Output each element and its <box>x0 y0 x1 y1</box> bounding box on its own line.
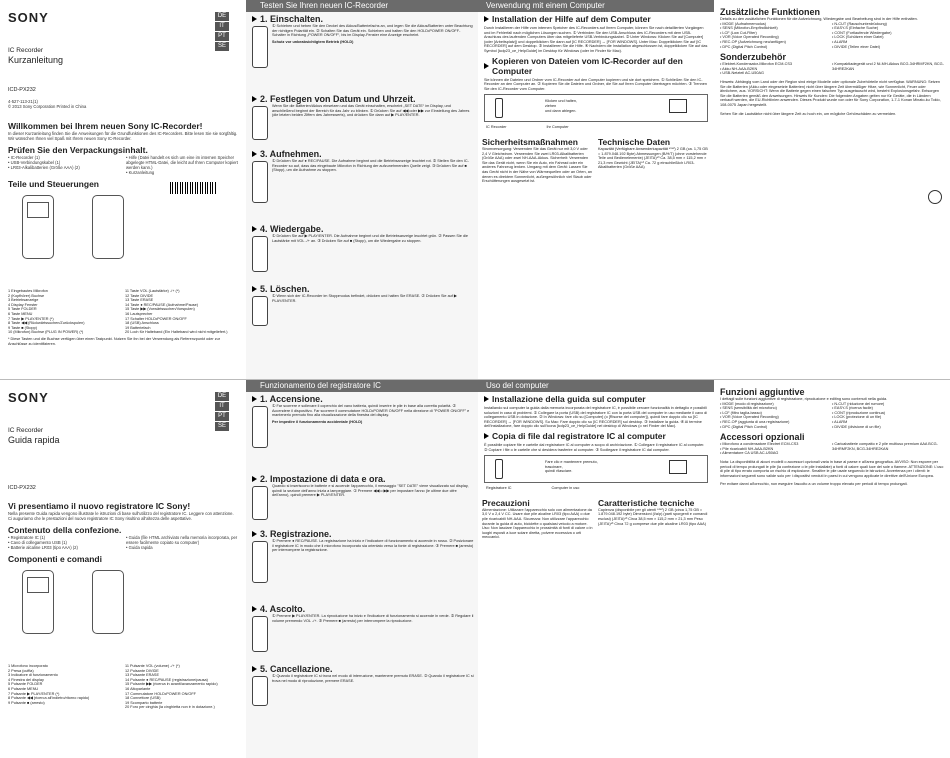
list-item: • SENS (Mikrofon-Empfindlichkeit) <box>720 26 778 31</box>
list-item: • EASY-S (Einfache Suche) <box>832 26 879 31</box>
it-tech-title: Caratteristiche tecniche <box>598 497 695 508</box>
list-item: 16 Lautsprecher <box>125 311 153 316</box>
list-item: 3 Indicatore di funzionamento <box>8 673 58 678</box>
list-item: • Batterie alcaline LR03 (tipo AAA) (2) <box>8 545 78 550</box>
it-product-type: IC Recorder <box>8 427 44 434</box>
recycle-icon <box>928 190 942 204</box>
de-welcome-title: Willkommen bei Ihrem neuen Sony IC-Recorder! <box>8 121 203 131</box>
it-hold-caption: Per impedire il funzionamento accidentale (HOLD) <box>272 419 363 424</box>
list-item: • ALARM <box>832 419 848 424</box>
tab-pt: PT <box>215 412 229 421</box>
it-step-3: 3. Registrazione. <box>252 529 474 539</box>
list-item: 4 Finestra del display <box>8 677 44 682</box>
it-welcome-title: Vi presentiamo il nuovo registratore IC Sony! <box>8 501 191 511</box>
it-install-text: Installando sul computer la guida dalla memoria incorporata del registratore IC, è possibile cercare funzionalità in dettaglio e possibili soluzioni in caso di problemi. ① Collegare la porta (USB) del registratore IC con la porta USB del computer in uso mediante il cavo di collegamento USB in dotazione. ② In Windows: fare clic su [Computer] (o [Risorse del computer]), quindi fare doppio clic su [IC RECORDER] → [FOR WINDOWS]. Su Mac: Fare doppio clic su [IC RECORDER] sul desktop. ③ Installare la guida. ④ Al termine dell'installazione, fare doppio clic sull'icona [icdp23_ce_HelpGuide] nel desktop di Windows (o nel Finder del Mac). <box>484 406 708 429</box>
list-item: • Registratore IC (1) <box>8 535 46 540</box>
list-item: • Kompaktladegerät und 2 Ni-MH-Akkus BCG-34HRMF2KN, BCG-34HRE2KAN <box>832 62 944 71</box>
de-step-4: 4. Wiedergabe. <box>252 224 474 234</box>
recorder-illustration <box>252 541 268 583</box>
diagram-caption: Klicken und halten, <box>545 99 578 104</box>
de-tech-text: Kapazität (Verfügbare Anwenderkapazität *¹*²) 2 GB (ca. 1,75 GB = 1.879.048.192 Byte) Abmessungen (B/H/T) (ohne vorstehende Teile und Bedienelemente) (JEITA)*³ Ca. 38,5 mm × 115,2 mm × 21,3 mm Gewicht (JEITA)*³ Ca. 72 g einschließlich LR03-Alkalibatterien (Größe AAA) <box>598 146 708 170</box>
de-copy-title: Kopieren von Dateien vom IC-Recorder auf den Computer <box>478 54 714 78</box>
de-extra-text: Details zu den zusätzlichen Funktionen für die Aufzeichnung, Wiedergabe und Bearbeitung sind in der Hilfe enthalten. <box>720 17 918 21</box>
list-item: • SENS (sensibilità del microfono) <box>720 406 777 411</box>
it-welcome-text: Nella presente Guida rapida vengono illustrate le istruzioni di base sull'utilizzo del registratore IC. Leggere con attenzione. Ci auguriamo che le prestazioni del nuovo registratore IC Sony risultino all'altezza delle aspettative. <box>8 511 234 521</box>
de-volume-note: Sehen Sie die Lautstärke nicht über längere Zeit zu hoch ein, um mögliche Gehörschäden zu vermeiden. <box>720 111 897 116</box>
de-extra-column <box>714 0 950 379</box>
list-item: • ALARM <box>832 39 848 44</box>
de-install-text: Durch Installieren der Hilfe vom internen Speicher des IC-Recorders auf Ihrem Computer, können Sie nach detaillierten Vorgängen und im Fehlerfall nach möglichen Lösungen suchen. ① Verbinden Sie den USB-Anschluss des IC-Recorders mit dem USB-Anschluss des laufenden Computers über das mitgelieferte USB-Verbindungskabel. ② Unter Windows: Klicken Sie auf [Computer] (oder [Arbeitsplatz]) und doppelklicken Sie dann auf [IC RECORDER] → [FOR WINDOWS]. Unter Mac: Doppelklicken Sie auf [IC RECORDER] auf dem Desktop. ③ Installieren Sie die Hilfe. ④ Nachdem die Installation abgeschlossen ist, doppelklicken Sie auf das Symbol [icdp23_ce_HelpGuide] im Desktop für Windows (oder im Finder für Mac). <box>484 26 708 53</box>
it-step-5-text: ① Quando il registratore IC si trova nel modo di interruzione, mantenere premuto ERASE. ② Quando il registratore IC si trova nel modo di riproduzione, premere ERASE. <box>272 674 474 683</box>
de-guide-title: Kurzanleitung <box>8 55 64 65</box>
it-steps-column <box>246 380 478 758</box>
language-tabs <box>215 12 233 52</box>
computer-icon <box>669 99 687 113</box>
copy-diagram <box>484 94 708 122</box>
list-item: 6 Taste MENU <box>8 311 33 316</box>
de-step-2-text: Wenn Sie die Batterien/Akkus einsetzen und das Gerät einschalten, erscheint „SET DATE“ im Display, und anschließend beginnt der Bereich für das Jahr zu blinken. ① Drücken Sie auf ◀◀ oder ▶▶ zur Einstellung des Jahres (die letzten beiden Ziffern des Jahreswerts), und drücken Sie dann auf ▶ PLAY/ENTER. <box>272 104 470 118</box>
list-item: • LOCK (Schützen einer Datei) <box>832 35 884 40</box>
de-warnings-text: Hinweis: Abhängig vom Land oder der Region sind einige Modelle oder optionale Zubehörteile nicht verfügbar. WARNUNG: Setzen Sie die Batterien (Akku oder eingesetzte Batterien) nicht über längere Zeit übermäßiger Hitze, wie Sonnenlicht, Feuer oder ähnlichem, aus. VORSICHT: Wenn die Batterie gegen einen falschen Typ ausgetauscht wird, besteht Explosionsgefahr. Entsorgen Sie die Batterien gemäß den Anweisungen. Hinweis für Kunden: Die folgenden Angaben gelten nur für Geräte, die in Ländern verkauft werden, die EU-Richtlinien anwenden. Dieses Produkt wurde von oder für Sony Corporation, 1-7-1 Konan Minato-ku Tokio, 108-0075 Japan hergestellt. <box>720 79 941 107</box>
tab-it: IT <box>215 22 229 31</box>
tab-se: SE <box>215 42 229 51</box>
recorder-back-diagram <box>92 195 124 259</box>
de-safety-text: Stromversorgung: Verwenden Sie das Gerät nur mit 3,0 V oder 2,4 V Gleichstrom. Verwenden Sie zwei LR03-Alkalibatterien (Größe AAA) oder zwei NH-AAA-Akkus. Sicherheit: Verwenden Sie das Gerät nicht, wenn Sie ein Auto, ein Fahrrad oder ein anderes Fahrzeug lenken. Umgang mit dem Gerät: Lassen Sie das Gerät nicht in der Nähe von Wärmequellen oder an Orten, an denen es direktem Sonnenlicht, außergewöhnlich viel Staub oder Erschütterungen ausgesetzt ist. <box>482 146 592 184</box>
list-item: • DIVIDE (Teilen einer Datei) <box>832 44 880 49</box>
list-item: • Guida (file HTML archiviato nella memoria incorporata, per essere facilmente copiato su computer) <box>126 535 238 545</box>
it-step-4-text: ① Premere ▶ PLAY/ENTER. La riproduzione ha inizio e l'indicatore di funzionamento si accende in verde. ② Regolare il volume premendo VOL -/+. ③ Premere ■ (arresto) per interrompere la riproduzione. <box>272 614 474 623</box>
de-step-1: 1. Einschalten. <box>252 14 474 24</box>
it-computer-column <box>478 380 714 758</box>
list-item: • EASY-S (ricerca facile) <box>832 406 873 411</box>
list-item: • IC-Recorder (1) <box>8 155 40 160</box>
list-item: • Cavo di collegamento USB (1) <box>8 540 67 545</box>
it-copy-text: È possibile copiare file e cartelle dal registratore IC al computer a scopo di archiviazione. ① Collegare il registratore IC al computer. ② Copiare i file o le cartelle che si desidera trasferire al computer. ③ Scollegare il registratore IC dal computer. <box>484 442 705 452</box>
it-parts-title: Componenti e comandi <box>8 554 102 564</box>
list-item: 9 Pulsante ■ (arresto) <box>8 700 45 705</box>
list-item: • LOCK (protezione di un file) <box>832 415 882 420</box>
de-model: ICD-PX232 <box>8 87 36 93</box>
list-item: 20 Foro per cinghia (la cinghietta non è in dotazione.) <box>125 705 215 710</box>
it-accessories-title: Accessori opzionali <box>720 432 805 443</box>
de-part-code: 4-527-113-21(1) <box>8 99 38 104</box>
it-install-title: Installazione della guida sul computer <box>478 392 714 406</box>
language-tabs <box>215 392 233 432</box>
list-item: • N-CUT (Rauschunterdrückung) <box>832 21 887 26</box>
it-extra-title: Funzioni aggiuntive <box>720 387 805 397</box>
list-item: 8 Pulsante ◀◀ (ricerca all'indietro/ritorno rapido) <box>8 696 90 701</box>
it-copy-title: Copia di file dal registratore IC al computer <box>478 429 714 443</box>
italian-section <box>0 379 950 758</box>
recorder-icon <box>495 98 503 118</box>
list-item: 12 Taste DIVIDE <box>125 293 153 298</box>
list-item: 11 Taste VOL (Lautstärke) -/+ (*) <box>125 289 180 293</box>
list-item: 6 Pulsante MENU <box>8 686 39 691</box>
de-steps-column <box>246 0 478 379</box>
list-item: • N-CUT (riduzione del rumore) <box>832 401 885 406</box>
list-item: 8 Taste ◀◀ (Rückwärtssuchen/Zurückspulen) <box>8 321 85 326</box>
de-copy-text: Sie können die Dateien und Ordner vom IC-Recorder auf den Computer kopieren und sie dort speichern. ① Schließen Sie den IC-Recorder an den Computer an. ② Kopieren Sie die Dateien und Ordner, die Sie auf Ihren Computer übertragen möchten. ③ Trennen Sie den IC-Recorder vom Computer. <box>484 77 707 91</box>
barcode <box>170 182 216 194</box>
list-item: • MODE (Aufnahmemodus) <box>720 21 767 26</box>
it-step-2: 2. Impostazione di data e ora. <box>252 474 474 484</box>
list-item: • CONT (Fortlaufende Wiedergabe) <box>832 30 892 35</box>
de-install-title: Installation der Hilfe auf dem Computer <box>478 12 714 26</box>
list-item: 3 Betriebsanzeige <box>8 298 39 303</box>
diagram-label: Ihr Computer <box>546 125 569 130</box>
recorder-front-diagram <box>22 195 54 259</box>
it-step-3-text: ① Premere ● REC/PAUSE. La registrazione ha inizio e l'indicatore di funzionamento si accende in rosso. ② Posizionare il registratore IC in modo che il microfono incorporato sia orientato verso la fonte di registrazione. ③ Premere ■ (arresto) per interrompere la registrazione. <box>272 539 474 553</box>
de-product-type: IC Recorder <box>8 47 44 54</box>
diagram-caption: und dann ablegen. <box>545 108 577 113</box>
diagram-caption: ziehen <box>545 103 557 108</box>
it-steps-band: Funzionamento del registratore IC <box>246 380 478 392</box>
list-item: • Elektret-Kondensator-Mikrofon ECM-CS3 <box>720 62 793 67</box>
it-safety-title: Precauzioni <box>482 497 530 508</box>
tab-de: DE <box>215 12 229 21</box>
de-parts-title: Teile und Steuerungen <box>8 179 99 189</box>
list-item: 12 Pulsante DIVIDE <box>125 668 159 673</box>
de-contents-title: Prüfen Sie den Verpackungsinhalt. <box>8 145 148 155</box>
list-item: • Caricabatterie compatto e 2 pile multiuso premium AAA BCG-34HRMF2KN, BCG-34HRE2KAN <box>832 442 938 451</box>
list-item: • Akku NH-AAA-B2KN <box>720 66 758 71</box>
copy-diagram <box>484 455 708 483</box>
list-item: • USB-Verbindungskabel (1) <box>8 160 61 165</box>
list-item: 19 Scomparto batterie <box>125 700 163 705</box>
it-warnings-text: Nota: La disponibilità di alcuni modelli o accessori opzionali varia in base al paese e all'area geografica. AVVISO: Non esporre per periodi di tempo prolungati le pile (la confezione o le pile installate) a fonti di calore quali luce del sole o fiamme. ATTENZIONE: L'uso di pile di tipo errato comporta un rischio di esplosione. Smaltire le pile usate seguendo le istruzioni. Avvertenza per i clienti: le informazioni seguenti sono valide solo per i dispositivi venduti in paesi in cui vengono applicate le direttive dell'Unione Europea. <box>720 459 944 478</box>
tab-it: IT <box>215 402 229 411</box>
recorder-illustration <box>252 616 268 652</box>
de-welcome-text: In dieser Kurzanleitung finden Sie die Anweisungen für die Grundfunktionen des IC-Recorders. Bitte lesen Sie sie sorgfältig. Wir wünschen Ihnen viel Spaß mit Ihrem neuen Sony IC-Recorder. <box>8 131 238 141</box>
list-item: 19 Batteriefach <box>125 325 151 330</box>
de-step-3-text: ① Drücken Sie auf ● REC/PAUSE. Die Aufnahme beginnt und die Betriebsanzeige leuchtet rot. ② Stellen Sie den IC-Recorder so auf, dass das eingebaute Mikrofon in Richtung der aufzunehmenden Quelle zeigt. ③ Drücken Sie auf ■ (Stopp), um die Aufnahme zu stoppen. <box>272 159 469 173</box>
computer-icon <box>669 460 687 474</box>
tab-pt: PT <box>215 32 229 41</box>
list-item: 7 Taste ▶ PLAY/ENTER (*) <box>8 316 54 321</box>
recorder-icon <box>495 459 503 479</box>
list-item: 18 (USB) Anschluss <box>125 321 159 326</box>
diagram-caption: trascinare, <box>545 464 563 469</box>
list-item: • LCF (filtro taglia-basso) <box>720 410 762 415</box>
recorder-illustration <box>252 26 268 68</box>
recorder-illustration <box>252 236 268 272</box>
list-item: 1 Eingebautes Mikrofon <box>8 289 48 293</box>
recorder-illustration <box>252 676 268 706</box>
it-step-2-text: Quando si inseriscono le batterie e si accende l'apparecchio, il messaggio "SET DATE" viene visualizzato sul display, quindi la sezione dell'anno inizia a lampeggiare. ① Premere ◀◀ o ▶▶ per impostare l'anno (le ultime due cifre dell'anno), quindi premere ▶ PLAY/ENTER. <box>272 484 469 498</box>
de-computer-column <box>478 0 714 379</box>
list-item: 18 Connettore (USB) <box>125 696 161 701</box>
de-hold-caption: Schutz vor unbeabsichtigtem Betrieb (HOLD) <box>272 39 354 44</box>
list-item: • Kurzanleitung <box>126 170 155 175</box>
list-item: 11 Pulsante VOL (volume) -/+ (*) <box>125 664 180 668</box>
list-item: 13 Pulsante ERASE <box>125 673 159 678</box>
it-volume-note: Per evitare danni all'orecchio, non eseguire l'ascolto a un volume troppo elevato per periodi di tempo prolungati. <box>720 482 908 487</box>
de-steps-band: Testen Sie Ihren neuen IC-Recorder <box>246 0 478 12</box>
de-step-1-text: ① Schieben und heben Sie den Deckel des Akkus/Batteriefachs an, und legen Sie die Akkus/Batterien unter Beachtung der richtigen Polarität ein. ② Schalten Sie das Gerät ein. Schieben und halten Sie den HOLD•POWER ON/OFF-Schalter in Richtung „POWER ON/OFF“, bis im Display-Fenster eine Anzeige erscheint. <box>272 24 473 38</box>
list-item: 15 Taste ▶▶ (Vorwärtssuchen/Vorspulen) <box>125 307 195 312</box>
tab-de: DE <box>215 392 229 401</box>
list-item: 7 Pulsante ▶ PLAY/ENTER (*) <box>8 691 60 696</box>
list-item: • VOR (Voice Operated Recording) <box>720 415 779 420</box>
list-item: 14 Taste ● REC/PAUSE (Aufnahme/Pause) <box>125 302 199 307</box>
list-item: • LCF (Low Cut-Filter) <box>720 30 757 35</box>
de-accessories-title: Sonderzubehör <box>720 52 787 63</box>
tab-se: SE <box>215 422 229 431</box>
list-item: 5 Taste FOLDER <box>8 307 37 312</box>
list-item: • DPC (Digital Pitch Control) <box>720 44 768 49</box>
list-item: • Guida rapida <box>126 545 153 550</box>
it-contents-title: Contenuto della confezione. <box>8 525 122 535</box>
list-item: 20 Loch für Halteband (Ein Halteband wird nicht mitgeliefert.) <box>125 330 228 335</box>
it-step-5: 5. Cancellazione. <box>252 664 474 674</box>
it-step-1-text: ① Far scorrere e sollevare il coperchio del vano batteria, quindi inserire le pile in base alla corretta polarità. ② Accendere il dispositivo. Far scorrere il commutatore HOLD•POWER ON/OFF nella direzione di "POWER ON/OFF" e mantenerlo premuto fino alla visualizzazione della finestra del display. <box>272 404 470 418</box>
list-item: 2 (Kopfhörer) Buchse <box>8 293 45 298</box>
de-step-5: 5. Löschen. <box>252 284 474 294</box>
it-cover-column <box>0 380 246 758</box>
de-tech-title: Technische Daten <box>598 136 671 147</box>
recorder-illustration <box>252 106 268 140</box>
diagram-label: Registratore IC <box>486 486 512 491</box>
list-item: • Microfono a condensatore Electret ECM-CS3 <box>720 442 799 447</box>
list-item: 1 Microfono incorporato <box>8 664 48 668</box>
diagram-label: IC Recorder <box>486 125 507 130</box>
sony-logo: SONY <box>8 10 49 25</box>
list-item: 15 Pulsante ▶▶ (ricerca in avanti/avanzamento rapido) <box>125 682 218 687</box>
it-computer-band: Uso del computer <box>478 380 714 392</box>
de-step-2: 2. Festlegen von Datum und Uhrzeit. <box>252 94 474 104</box>
sony-logo: SONY <box>8 390 49 405</box>
list-item: 14 Pulsante ● REC/PAUSE (registrazione/pausa) <box>125 677 208 682</box>
list-item: 2 Presa (cuffia) <box>8 668 34 673</box>
list-item: • Pile ricaricabili NH-AAA-B2KN <box>720 446 774 451</box>
list-item: • REC-OP (Aufzeichnung neu/anfügen) <box>720 39 786 44</box>
list-item: • MODE (modo di registrazione) <box>720 401 774 406</box>
de-footnote: * Diese Tasten und die Buchse verfügen über einen Tastpunkt. Nutzen Sie ihn bei der Verwendung als Referenzpunkt oder zur Anschlüsse zu identifizieren. <box>8 336 220 346</box>
list-item: • DPC (Digital Pitch Control) <box>720 424 768 429</box>
de-step-5-text: ① Wenn sich der IC-Recorder im Stoppmodus befindet, drücken und halten Sie ERASE. ② Drücken Sie auf ▶ PLAY/ENTER. <box>272 294 457 303</box>
list-item: 13 Taste ERASE <box>125 298 154 303</box>
it-guide-title: Guida rapida <box>8 435 60 445</box>
de-cover-column <box>0 0 246 379</box>
it-step-4: 4. Ascolto. <box>252 604 474 614</box>
it-safety-text: Alimentazione: Utilizzare l'apparecchio solo con alimentazione da 3,0 V o 2,4 V CC. Usare due pile alcaline LR03 (tipo AAA) o due pile ricaricabili NH-AAA. Sicurezza: Non utilizzare l'apparecchio durante la guida di auto, biciclette o qualsiasi veicolo a motore. Uso: Non lasciare l'apparecchio in prossimità di fonti di calore o in luoghi esposti a luce solare diretta, polvere eccessiva o urti meccanici. <box>482 507 593 540</box>
it-extra-column <box>714 380 950 758</box>
recorder-front-diagram <box>22 570 54 634</box>
list-item: 5 Pulsante FOLDER <box>8 682 43 687</box>
diagram-label: Computer in uso <box>551 486 580 491</box>
list-item: • CONT (riproduzione continua) <box>832 410 885 415</box>
recorder-illustration <box>252 161 268 203</box>
list-item: 10 (Mikrofon) Buchse (PLUG IN POWER) (*) <box>8 330 84 335</box>
de-safety-title: Sicherheitsmaßnahmen <box>482 136 578 147</box>
list-item: • REC-OP (aggiunta di una registrazione) <box>720 419 790 424</box>
it-step-1: 1. Accensione. <box>252 394 474 404</box>
list-item: 16 Altoparlante <box>125 686 151 691</box>
list-item: • Hilfe (Datei handelt es sich um eine im internen Speicher abgelegte HTML-Datei, die leicht auf Ihren Computer kopiert werden kann.) <box>126 155 238 170</box>
diagram-caption: Fare clic e mantenere premuto, <box>545 460 598 465</box>
recorder-illustration <box>252 296 268 326</box>
recorder-illustration <box>252 486 268 520</box>
de-step-4-text: ① Drücken Sie auf ▶ PLAY/ENTER. Die Aufnahme beginnt und die Betriebsanzeige leuchtet grün. ② Passen Sie die Lautstärke mit VOL -/+ an. ③ Drücken Sie auf ■ (Stopp), um die Wiedergabe zu stoppen. <box>272 234 469 243</box>
recorder-illustration <box>252 406 268 448</box>
de-copyright: © 2013 Sony Corporation Printed in China <box>8 104 87 109</box>
diagram-caption: quindi rilasciare. <box>545 469 573 474</box>
list-item: • VOR (Voice Operated Recording) <box>720 35 779 40</box>
recorder-back-diagram <box>92 570 124 634</box>
de-extra-title: Zusätzliche Funktionen <box>720 7 821 17</box>
list-item: • USB-Netzteil AC-U50AG <box>720 71 764 76</box>
de-computer-band: Verwendung mit einem Computer <box>478 0 714 12</box>
list-item: • LR03-Alkalibatterien (Größe AAA) (2) <box>8 165 80 170</box>
list-item: 17 Schalter HOLD•POWER ON/OFF <box>125 316 187 321</box>
list-item: 17 Commutatore HOLD•POWER ON/OFF <box>125 691 196 696</box>
it-extra-text: I dettagli sulle funzioni aggiuntive di registrazione, riproduzione e editing sono contenuti nella guida. <box>720 397 888 401</box>
it-tech-text: Capienza (disponibile per gli utenti *¹*²) 2 GB (circa 1,75 GB = 1.879.048.192 byte) Dimensioni (l/a/p) (parti sporgenti e comandi esclusi) (JEITA)*³ Circa 38,5 mm × 115,2 mm × 21,3 mm Peso (JEITA)*³ Circa 72 g comprese due pile alcaline LR03 (tipo AAA) <box>598 507 708 526</box>
list-item: • DIVIDE (divisione di un file) <box>832 424 881 429</box>
de-step-3: 3. Aufnehmen. <box>252 149 474 159</box>
list-item: 4 Display Fenster <box>8 302 38 307</box>
list-item: 9 Taste ■ (Stopp) <box>8 325 38 330</box>
it-model: ICD-PX232 <box>8 485 36 491</box>
list-item: • Alimentatore CA USB AC-U50AG <box>720 451 779 456</box>
